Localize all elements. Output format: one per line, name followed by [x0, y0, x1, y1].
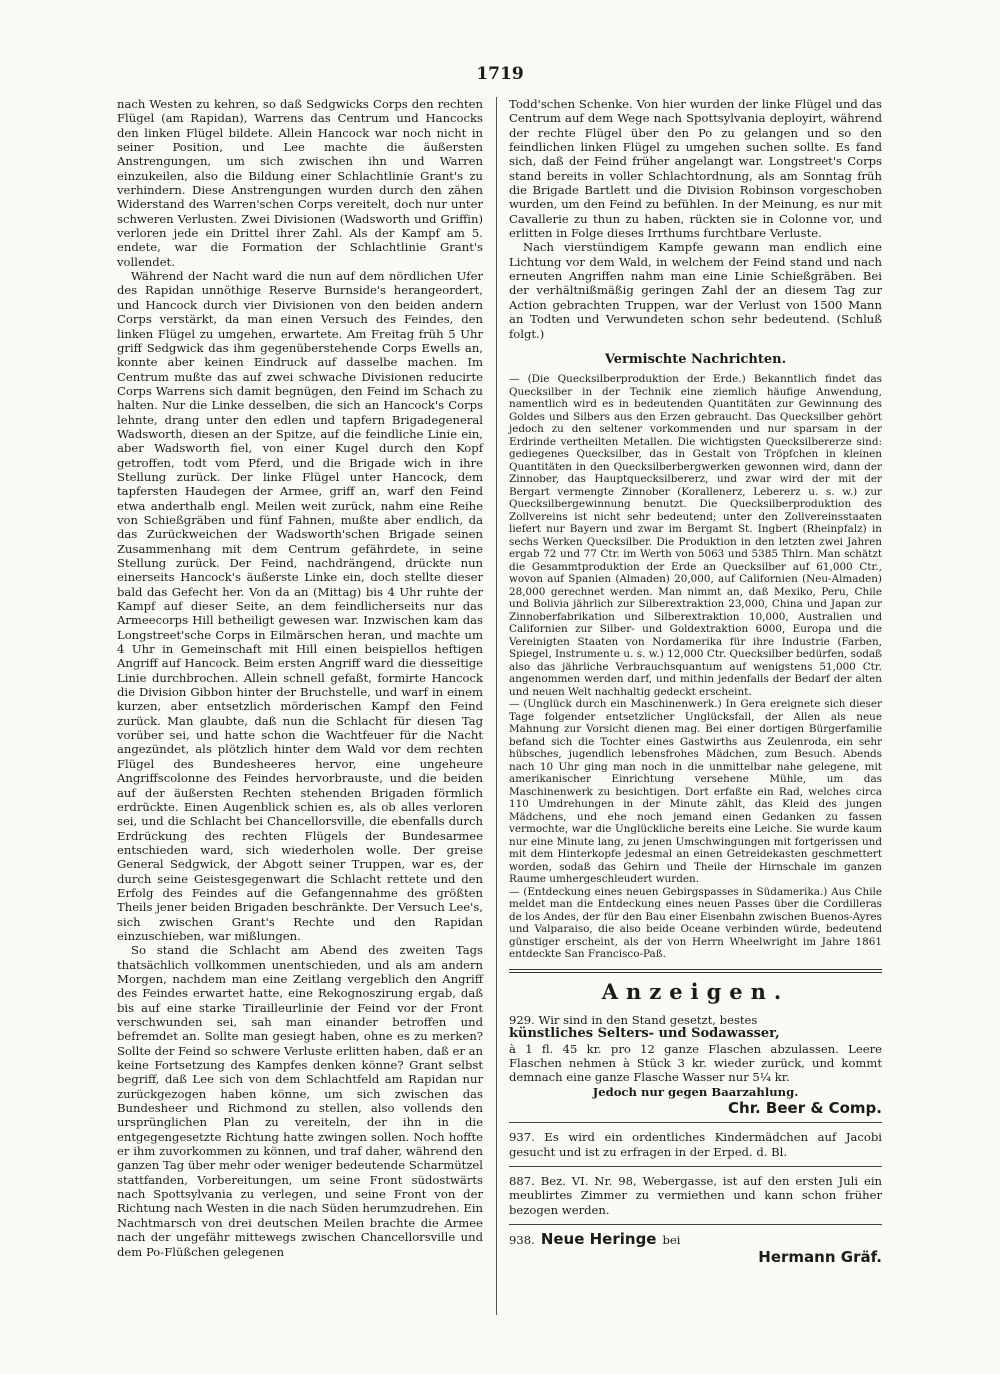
news-item: — (Die Quecksilberproduktion der Erde.) Bekanntlich findet das Quecksilber in der Technik eine ziemlich häufige Anwendung, namentlich wird es in bedeutenden Quantitäten zur Gewinnung des Goldes und Silbers aus den Erzen gebraucht. Das Quecksilber gehört jedoch zu den seltener vorkommenden und nur sparsam in der Erdrinde vertheilten Metallen. Die wichtigsten Quecksilbererze sind: gediegenes Quecksilber, das in Gestalt von Tröpfchen in kleinen Quantitäten in den Quecksilberbergwerken gewonnen wird, dann der Zinnober, das Hauptquecksilbererz, und zwar wird der mit der Bergart vermengte Zinnober (Korallenerz, Lebererz u. s. w.) zur Quecksilbergewinnung benutzt. Die Quecksilberproduktion des Zollvereins ist nicht sehr bedeutend; unter den Zollvereinsstaaten liefert nur Bayern und zwar im Bergamt St. Ingbert (Rheinpfalz) in sechs Werken Quecksilber. Die Produktion in den letzten zwei Jahren ergab 72 und 77 Ctr. im Werth von 5063 und 5385 Thlrn. Man schätzt die Gesammtproduktion der Erde an Quecksilber auf 61,000 Ctr., wovon auf Spanien (Almaden) 20,000, auf Californien (Neu-Almaden) 28,000 gerechnet werden. Man nimmt an, daß Mexiko, Peru, Chile und Bolivia jährlich zur Silberextraktion 23,000, China und Japan zur Zinnoberfabrikation und Silberextraktion 10,000, Australien und Californien zur Silber- und Goldextraktion 6000, Europa und die Vereinigten Staaten von Nordamerika für ihre Industrie (Farben, Spiegel, Instrumente u. s. w.) 12,000 Ctr. Quecksilber bedürfen, sodaß also das jährliche Verbrauchsquantum auf wenigstens 51,000 Ctr. angenommen werden darf, und mithin jedenfalls der Bedarf der alten und neuen Welt nachhaltig gedeckt erscheint. — [509, 373, 882, 698]
ad-text: à 1 fl. 45 kr. pro 12 ganze Flaschen abzulassen. Leere Flaschen nehmen à Stück 3 kr. wieder zurück, und kommt demnach eine ganze Flasche Wasser nur 5¼ kr. — [509, 1041, 882, 1085]
ads-title: Anzeigen. — [601, 978, 790, 1004]
ad-887 — [509, 1174, 882, 1217]
ad-938 — [509, 1232, 882, 1264]
ad-product: künstliches Selters- und Sodawasser, — [509, 1026, 780, 1042]
ad-firm-name: Chr. Beer & Comp. — [728, 1099, 882, 1118]
section-divider — [509, 969, 882, 973]
ad-number: 929. — [509, 1013, 535, 1028]
to-be-continued: (Schluß folgt.) — [509, 312, 882, 341]
page-number: 1719 — [476, 64, 524, 84]
column-divider — [496, 97, 497, 1315]
ad-payment-note: Jedoch nur gegen Baarzahlung. — [592, 1084, 799, 1099]
article-continuation: Todd'schen Schenke. Von hier wurden der linke Flügel und das Centrum auf dem Wege nach Spottsylvania deployirt, während der rechte Flügel über den Po zu gelangen und so den feindlichen linken Flügel zu umgehen suchen sollte. Es fand sich, daß der Feind früher angelangt war. Longstreet's Corps stand bereits in voller Schlachtordnung, als am Sonntag früh die Brigade Bartlett und die Division Robinson vorgeschoben wurden, um den Feind zu befühlen. In der Meinung, es nur mit Cavallerie zu thun zu haben, rückten sie in Colonne vor, und erlitten in Folge dieses Irrthums furchtbare Verluste. — [509, 97, 882, 241]
ad-divider — [509, 1122, 882, 1123]
ad-text: Es wird ein ordentliches Kindermädchen auf Jacobi gesucht und ist zu erfragen in der Erped. d. Bl. — [509, 1130, 882, 1159]
ad-product: Neue Heringe — [540, 1230, 657, 1249]
ad-937 — [509, 1130, 882, 1159]
news-item: — (Unglück durch ein Maschinenwerk.) In Gera ereignete sich dieser Tage folgender entsetzlicher Unglücksfall, der Allen als neue Mahnung zur Vorsicht dienen mag. Bei einer dortigen Bürgerfamilie befand sich die Tochter eines Gastwirths aus Zeulenroda, ein sehr hübsches, jugendlich lebensfrohes Mädchen, zum Besuch. Abends nach 10 Uhr ging man noch in die unmittelbar nahe gelegene, mit amerikanischer Einrichtung versehene Mühle, um das Maschinenwerk zu besichtigen. Dort erfaßte ein Rad, welches circa 110 Umdrehungen in der Minute zählt, das Kleid des jungen Mädchens, und ehe noch jemand einen Gedanken zu fassen vermochte, war die Unglückliche bereits eine Leiche. Sie wurde kaum nur eine Minute lang, zu jenen Umschwingungen mit fortgerissen und mit dem Hinterkopfe jedesmal an einen Getreidekasten geschmettert worden, sodaß das Gehirn und Theile der Hirnschale im ganzen Raume umhergeschleudert wurden. — [509, 698, 882, 886]
ad-divider — [509, 1166, 882, 1167]
ad-929 — [509, 1013, 882, 1118]
ad-seller-name: Hermann Gräf. — [758, 1247, 882, 1266]
news-item: — (Entdeckung eines neuen Gebirgspasses in Südamerika.) Aus Chile meldet man die Entdeckung eines neuen Passes über die Cordilleras de los Andes, der für den Bau einer Eisenbahn zwischen Buenos-Ayres und Valparaiso, die also beide Oceane verbinden würde, bedeutend günstiger erscheint, als der von Herrn Wheelwright im Jahre 1861 entdeckte San Francisco-Paß. — [509, 885, 882, 961]
ad-number: 887. — [509, 1174, 535, 1189]
article-text: Nach vierstündigem Kampfe gewann man endlich eine Lichtung vor dem Wald, in welchem der Feind stand und nach erneuten Angriffen nahm man eine Linie Schießgräben. Bei der verhältnißmäßig geringen Zahl der an diesem Tag zur Action gebrachten Truppen, war der Verlust von 1500 Mann an Todten und Verwundeten schon sehr bedeutend. — [509, 240, 882, 327]
ad-number: 938. — [509, 1233, 535, 1248]
ad-number: 937. — [509, 1130, 535, 1145]
misc-news — [509, 373, 882, 961]
article-paragraph: nach Westen zu kehren, so daß Sedgwicks Corps den rechten Flügel (am Rapidan), Warrens das Centrum und Hancocks den linken Flügel bildete. Allein Hancock war noch nicht in seiner Position, und Lee machte die äußersten Anstrengungen, um sich zwischen ihn und Warren einzukeilen, also die Bildung einer Schlachtlinie Grant's zu verhindern. Diese Anstrengungen wurden durch den zähen Widerstand des Warren'schen Corps vereitelt, doch nur unter schweren Verlusten. Zwei Divisionen (Wadsworth und Griffin) verloren jede ein Drittel ihrer Zahl. Als der Kampf am 5. endete, war die Formation der Schlachtlinie Grant's vollendet. — [117, 97, 483, 269]
article-paragraph — [509, 240, 882, 340]
article-paragraph: Während der Nacht ward die nun auf dem nördlichen Ufer des Rapidan unnöthige Reserve Burnside's herangeordert, und Hancock durch vier Divisionen von den beiden andern Corps verstärkt, da man einen Versuch des Feindes, den linken Flügel zu umgehen, erwartete. Am Freitag früh 5 Uhr griff Sedgwick das ihm gegenüberstehende Corps Ewells an, konnte aber keinen Eindruck auf dasselbe machen. Im Centrum mußte das auf zwei schwache Divisionen reducirte Corps Warrens sich damit begnügen, den Feind im Schach zu halten. Nur die Linke desselben, die sich an Hancock's Corps lehnte, drang unter den edlen und tapfern Brigadegeneral Wadsworth, diesen an der Spitze, auf die feindliche Linie ein, aber Wadsworth fiel, von einer Kugel durch den Kopf getroffen, todt vom Pferd, und die Brigade wich in ihre Stellung zurück. Der linke Flügel unter Hancock, dem tapfersten Haudegen der Armee, griff an, warf den Feind etwa anderthalb engl. Meilen weit zurück, nahm eine Reihe von Schießgräben und fünf Fahnen, mußte aber endlich, da das Zurückweichen der Wadsworth'schen Brigade seinen Zusammenhang mit dem Centrum gefährdete, in seine Stellung zurück. Der Feind, nachdrängend, drückte nun einerseits Hancock's äußerste Linke ein, doch stellte dieser bald das Gefecht her. Von da an (Mittag) bis 4 Uhr ruhte der Kampf auf dieser Seite, an dem feindlicherseits nur das Armeecorps Hill betheiligt gewesen war. Inzwischen kam das Longstreet'sche Corps in Eilmärschen heran, und machte um 4 Uhr in Gemeinschaft mit Hill einen beispiellos heftigen Angriff auf Hancock. Beim ersten Angriff ward die diesseitige Linie durchbrochen. Allein schnell gefaßt, formirte Hancock die Division Gibbon hinter der Bruchstelle, und warf in einem kurzen, aber entsetzlich mörderischen Kampf den Feind zurück. Man glaubte, daß nun die Schlacht für diesen Tag vorüber sei, und hatte schon die Wachtfeuer für die Nacht angezündet, als plötzlich hinter dem Wald vor dem rechten Flügel des Bundesheeres hervor, eine ungeheure Angriffscolonne des Feindes hervorbrauste, und die beiden auf der äußersten Rechten stehenden Brigaden förmlich erdrückte. Einen Augenblick schien es, als ob alles verloren sei, und die Schlacht bei Chancellorsville, die ebenfalls durch Erdrückung des rechten Flügels der Bundesarmee entschieden ward, sich wiederholen wolle. Der greise General Sedgwick, der Abgott seiner Truppen, war es, der durch seine Geistesgegenwart die Schlacht rettete und den Erfolg des Feindes auf die Gefangennahme des größten Theils jener beiden Brigaden beschränkte. Der Versuch Lee's, sich zwischen Grant's Rechte und den Rapidan einzuschieben, war mißlungen. — [117, 269, 483, 943]
article-paragraph: So stand die Schlacht am Abend des zweiten Tags thatsächlich vollkommen unentschieden, und als am andern Morgen, nachdem man eine Zeitlang vergeblich den Angriff des Feindes erwartet hatte, eine Rekognoszirung ergab, daß bis auf eine starke Tirailleurlinie der Feind vor der Front verschwunden sei, sah man einander betroffen und befremdet an. Sollte man gesiegt haben, ohne es zu merken? Sollte der Feind so schwere Verluste erlitten haben, daß er an keine Fortsetzung des Kampfes denken könne? Grant selbst begriff, daß Lee sich von dem Schlachtfeld am Rapidan nur zurückgezogen haben könne, um sich zwischen das Bundesheer und Richmond zu stellen, also vollends den ursprünglichen Plan zu vereiteln, der ihn in die entgegengesetzte Richtung hatte zwingen sollen. Noch hoffte er ihm zuvorkommen zu können, und traf daher, während den ganzen Tag über mehr oder weniger bedeutende Scharmützel stattfanden, Vorbereitungen, um seine Front südostwärts nach Spottsylvania zu verlegen, und seine Front von der Richtung nach Westen in die nach Süden herumzudrehen. Ein Nachtmarsch von drei deutschen Meilen brachte die Armee nach der ungefähr mittewegs zwischen Chancellorsville und dem Po-Flüßchen gelegenen — [117, 943, 483, 1259]
ad-text: Wir sind in den Stand gesetzt, bestes — [538, 1013, 758, 1028]
left-column — [117, 97, 483, 1259]
ad-divider — [509, 1224, 882, 1225]
right-column — [509, 97, 882, 1264]
misc-news-title: Vermischte Nachrichten. — [604, 351, 787, 367]
ad-text: Bez. VI. Nr. 98, Webergasse, ist auf den ersten Juli ein meublirtes Zimmer zu vermiethen und kann schon früher bezogen werden. — [509, 1174, 883, 1217]
ad-text: bei — [662, 1233, 681, 1248]
